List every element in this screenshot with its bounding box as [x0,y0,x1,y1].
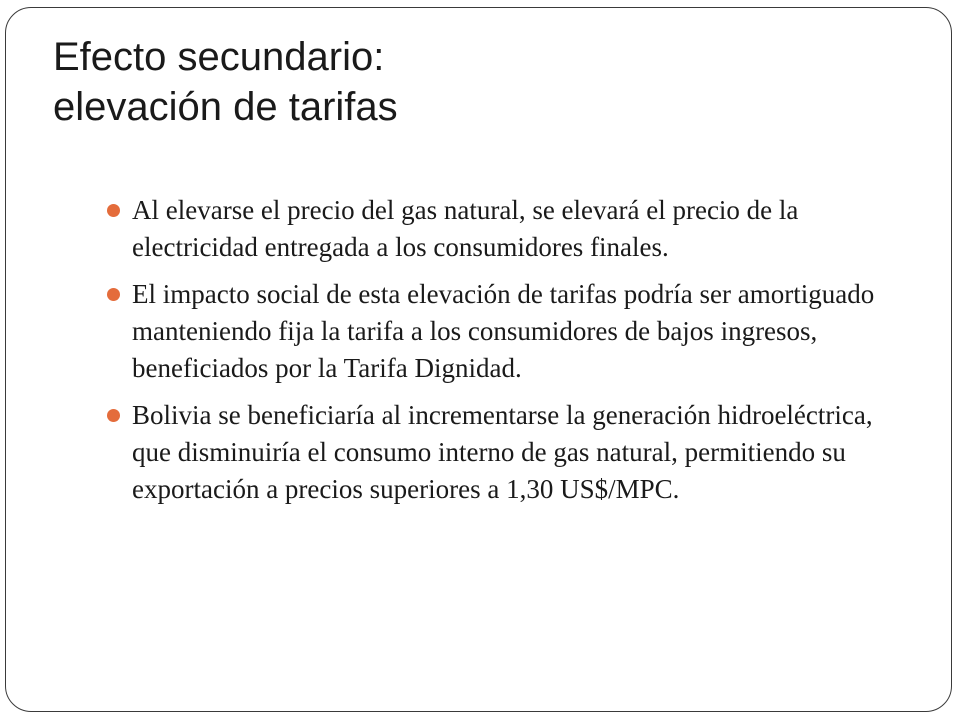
slide-title-line-2: elevación de tarifas [53,85,398,129]
bullet-list [107,192,897,518]
bullet-item-3 [107,397,897,508]
bullet-dot-icon [107,288,120,301]
slide-title-line-1: Efecto secundario: [53,35,385,79]
bullet-item-2 [107,276,897,387]
bullet-text-2: El impacto social de esta elevación de tarifas podría ser amortiguado manteniendo fija la tarifa a los consumidores de bajos ingresos, beneficiados por la Tarifa Dignidad. [132,279,875,383]
bullet-text-1: Al elevarse el precio del gas natural, se elevará el precio de la electricidad entregada a los consumidores finales. [132,195,799,262]
bullet-text-3: Bolivia se beneficiaría al incrementarse la generación hidroeléctrica, que disminuiría el consumo interno de gas natural, permitiendo su exportación a precios superiores a 1,30 US$/MPC. [132,400,873,504]
bullet-dot-icon [107,409,120,422]
slide-title [53,32,913,132]
bullet-dot-icon [107,204,120,217]
bullet-item-1 [107,192,897,266]
